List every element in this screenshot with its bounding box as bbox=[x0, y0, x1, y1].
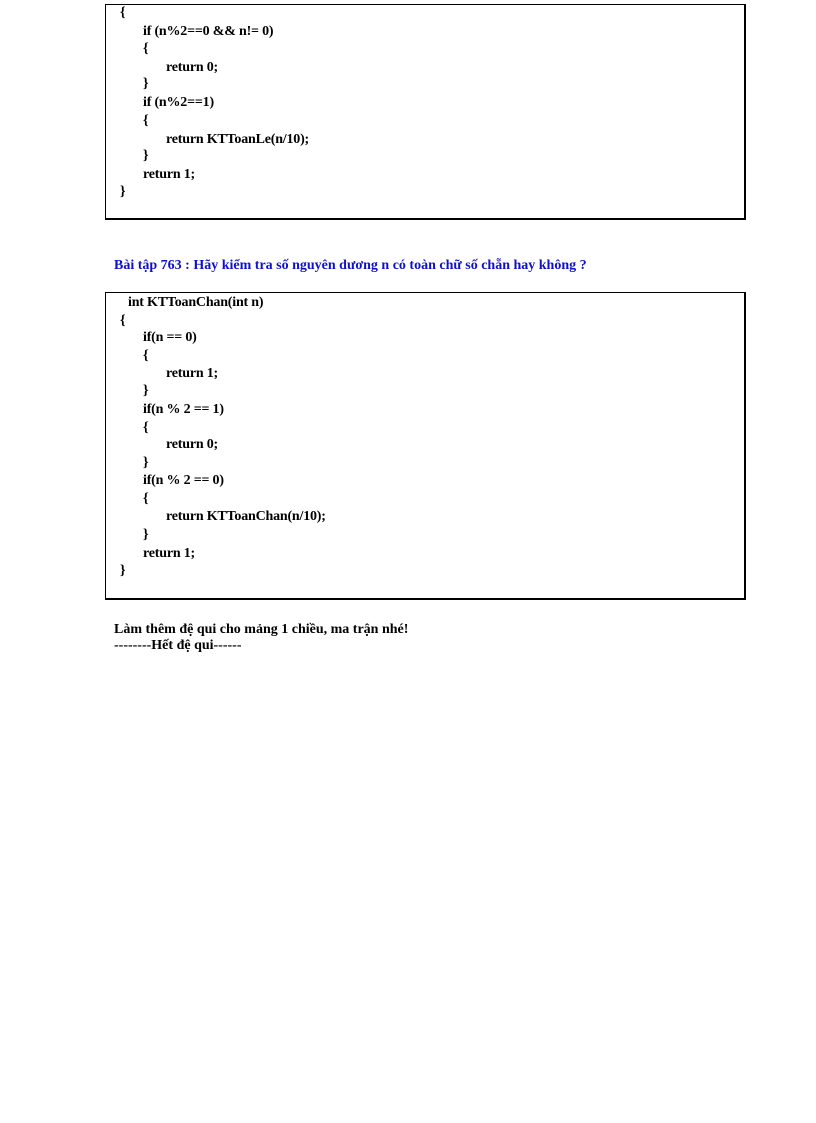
code-line: return KTToanLe(n/10); bbox=[166, 132, 310, 147]
code-line: if(n == 0) bbox=[143, 330, 197, 345]
code-line: return 1; bbox=[166, 366, 218, 381]
code-line: } bbox=[143, 76, 149, 91]
note-text: Làm thêm đệ qui cho mảng 1 chiều, ma trận nhé! bbox=[114, 622, 409, 637]
code-line: return 1; bbox=[143, 546, 195, 561]
code-line: } bbox=[143, 148, 149, 163]
code-line: } bbox=[143, 527, 149, 542]
code-line: } bbox=[143, 383, 149, 398]
code-line: { bbox=[143, 420, 149, 435]
code-line: { bbox=[143, 491, 149, 506]
code-line: { bbox=[120, 5, 126, 20]
code-line: { bbox=[143, 348, 149, 363]
code-block-ktoanle bbox=[105, 4, 746, 220]
code-line: if (n%2==1) bbox=[143, 95, 214, 110]
code-line: if(n % 2 == 0) bbox=[143, 473, 224, 488]
code-line: return 1; bbox=[143, 167, 195, 182]
code-line: if(n % 2 == 1) bbox=[143, 402, 224, 417]
exercise-heading: Bài tập 763 : Hãy kiểm tra số nguyên dương n có toàn chữ số chẵn hay không ? bbox=[114, 258, 587, 273]
code-line: } bbox=[120, 563, 126, 578]
code-line: return KTToanChan(n/10); bbox=[166, 509, 326, 524]
code-line: { bbox=[143, 113, 149, 128]
code-block-ktoanchan bbox=[105, 292, 746, 600]
code-line: { bbox=[143, 41, 149, 56]
code-line: } bbox=[143, 455, 149, 470]
end-marker-text: --------Hết đệ qui------ bbox=[114, 638, 242, 653]
code-line: if (n%2==0 && n!= 0) bbox=[143, 24, 274, 39]
code-line: { bbox=[120, 313, 126, 328]
code-line: return 0; bbox=[166, 437, 218, 452]
code-line: int KTToanChan(int n) bbox=[128, 295, 264, 310]
code-line: return 0; bbox=[166, 60, 218, 75]
code-line: } bbox=[120, 184, 126, 199]
